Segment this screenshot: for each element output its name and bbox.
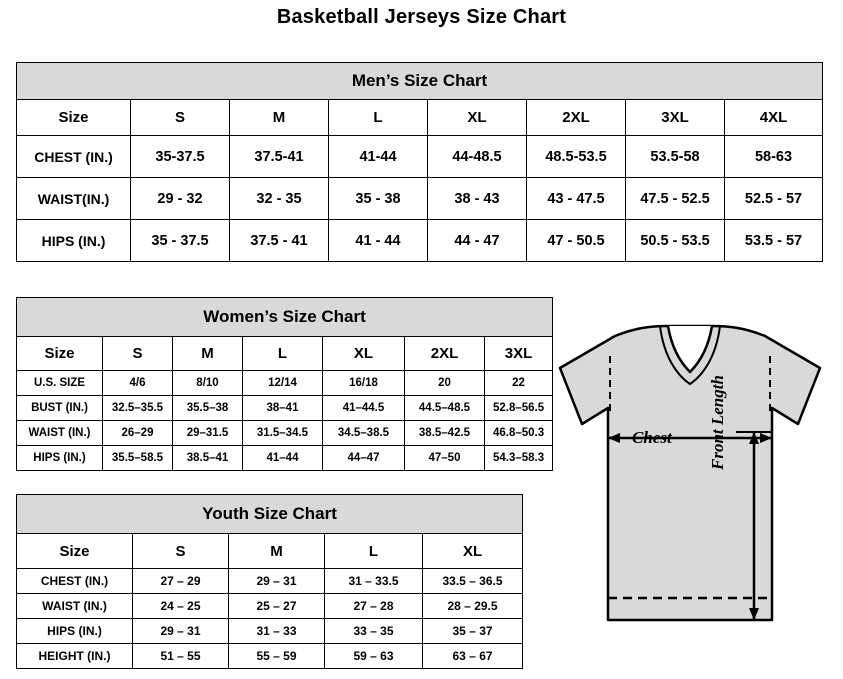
table-cell: 31 – 33.5 [325, 569, 423, 594]
table-cell: 35-37.5 [131, 136, 230, 178]
column-header: 3XL [485, 337, 553, 371]
row-label: HIPS (IN.) [17, 446, 103, 471]
youth-size-chart-table [16, 494, 523, 669]
table-cell: 38.5–41 [173, 446, 243, 471]
table-cell: 37.5 - 41 [230, 220, 329, 262]
row-label: WAIST (IN.) [17, 594, 133, 619]
column-header: L [329, 100, 428, 136]
table-cell: 20 [405, 371, 485, 396]
column-header: L [243, 337, 323, 371]
table-row [17, 220, 823, 262]
row-label: WAIST(IN.) [17, 178, 131, 220]
table-cell: 55 – 59 [229, 644, 325, 669]
table-cell: 38–41 [243, 396, 323, 421]
table-cell: 27 – 29 [133, 569, 229, 594]
jersey-measurement-diagram [540, 320, 840, 665]
table-row [17, 371, 553, 396]
table-row [17, 136, 823, 178]
column-header: 3XL [626, 100, 725, 136]
table-cell: 35.5–58.5 [103, 446, 173, 471]
table-cell: 38.5–42.5 [405, 421, 485, 446]
table-cell: 29 - 32 [131, 178, 230, 220]
table-cell: 46.8–50.3 [485, 421, 553, 446]
table-cell: 33.5 – 36.5 [423, 569, 523, 594]
table-cell: 35 – 37 [423, 619, 523, 644]
table-row [17, 569, 523, 594]
table-cell: 31 – 33 [229, 619, 325, 644]
youth-caption: Youth Size Chart [17, 495, 523, 534]
table-cell: 53.5-58 [626, 136, 725, 178]
table-cell: 58-63 [725, 136, 823, 178]
womens-caption: Women’s Size Chart [17, 298, 553, 337]
column-header: M [229, 534, 325, 569]
table-cell: 44–47 [323, 446, 405, 471]
column-header: Size [17, 337, 103, 371]
table-caption-row [17, 495, 523, 534]
table-cell: 28 – 29.5 [423, 594, 523, 619]
row-label: CHEST (IN.) [17, 569, 133, 594]
table-cell: 8/10 [173, 371, 243, 396]
jersey-outline-icon [540, 320, 840, 665]
chest-dimension-label: Chest [632, 428, 672, 447]
column-header: Size [17, 534, 133, 569]
table-cell: 27 – 28 [325, 594, 423, 619]
table-cell: 35.5–38 [173, 396, 243, 421]
table-cell: 41–44 [243, 446, 323, 471]
table-caption-row [17, 63, 823, 100]
row-label: WAIST (IN.) [17, 421, 103, 446]
table-header-row [17, 534, 523, 569]
table-cell: 37.5-41 [230, 136, 329, 178]
column-header: M [230, 100, 329, 136]
table-cell: 54.3–58.3 [485, 446, 553, 471]
table-cell: 47.5 - 52.5 [626, 178, 725, 220]
table-cell: 63 – 67 [423, 644, 523, 669]
column-header: XL [428, 100, 527, 136]
table-cell: 24 – 25 [133, 594, 229, 619]
womens-size-chart-table [16, 297, 553, 471]
table-cell: 44 - 47 [428, 220, 527, 262]
table-cell: 38 - 43 [428, 178, 527, 220]
table-cell: 34.5–38.5 [323, 421, 405, 446]
table-cell: 25 – 27 [229, 594, 325, 619]
page-title: Basketball Jerseys Size Chart [276, 6, 567, 28]
table-cell: 29 – 31 [229, 569, 325, 594]
column-header: S [103, 337, 173, 371]
table-cell: 59 – 63 [325, 644, 423, 669]
table-cell: 29–31.5 [173, 421, 243, 446]
table-cell: 32.5–35.5 [103, 396, 173, 421]
table-row [17, 178, 823, 220]
row-label: U.S. SIZE [17, 371, 103, 396]
column-header: M [173, 337, 243, 371]
table-cell: 35 - 37.5 [131, 220, 230, 262]
column-header: XL [323, 337, 405, 371]
table-cell: 35 - 38 [329, 178, 428, 220]
row-label: HEIGHT (IN.) [17, 644, 133, 669]
table-header-row [17, 337, 553, 371]
table-caption-row [17, 298, 553, 337]
table-cell: 12/14 [243, 371, 323, 396]
row-label: CHEST (IN.) [17, 136, 131, 178]
table-cell: 26–29 [103, 421, 173, 446]
table-cell: 50.5 - 53.5 [626, 220, 725, 262]
table-cell: 44-48.5 [428, 136, 527, 178]
column-header: S [133, 534, 229, 569]
table-cell: 33 – 35 [325, 619, 423, 644]
table-row [17, 644, 523, 669]
table-cell: 47–50 [405, 446, 485, 471]
table-cell: 43 - 47.5 [527, 178, 626, 220]
table-cell: 31.5–34.5 [243, 421, 323, 446]
column-header: S [131, 100, 230, 136]
table-cell: 41–44.5 [323, 396, 405, 421]
table-cell: 51 – 55 [133, 644, 229, 669]
table-row [17, 421, 553, 446]
table-cell: 47 - 50.5 [527, 220, 626, 262]
mens-caption: Men’s Size Chart [17, 63, 823, 100]
mens-size-chart-table [16, 62, 823, 262]
column-header: 2XL [405, 337, 485, 371]
row-label: HIPS (IN.) [17, 619, 133, 644]
table-cell: 48.5-53.5 [527, 136, 626, 178]
table-cell: 32 - 35 [230, 178, 329, 220]
table-cell: 16/18 [323, 371, 405, 396]
column-header: XL [423, 534, 523, 569]
table-cell: 52.5 - 57 [725, 178, 823, 220]
table-cell: 41 - 44 [329, 220, 428, 262]
row-label: HIPS (IN.) [17, 220, 131, 262]
table-row [17, 446, 553, 471]
table-cell: 52.8–56.5 [485, 396, 553, 421]
table-header-row [17, 100, 823, 136]
table-row [17, 396, 553, 421]
column-header: Size [17, 100, 131, 136]
table-cell: 41-44 [329, 136, 428, 178]
front-length-dimension-label: Front Length [708, 375, 727, 470]
column-header: L [325, 534, 423, 569]
table-row [17, 619, 523, 644]
row-label: BUST (IN.) [17, 396, 103, 421]
table-cell: 53.5 - 57 [725, 220, 823, 262]
table-row [17, 594, 523, 619]
column-header: 2XL [527, 100, 626, 136]
table-cell: 22 [485, 371, 553, 396]
table-cell: 4/6 [103, 371, 173, 396]
column-header: 4XL [725, 100, 823, 136]
table-cell: 44.5–48.5 [405, 396, 485, 421]
table-cell: 29 – 31 [133, 619, 229, 644]
